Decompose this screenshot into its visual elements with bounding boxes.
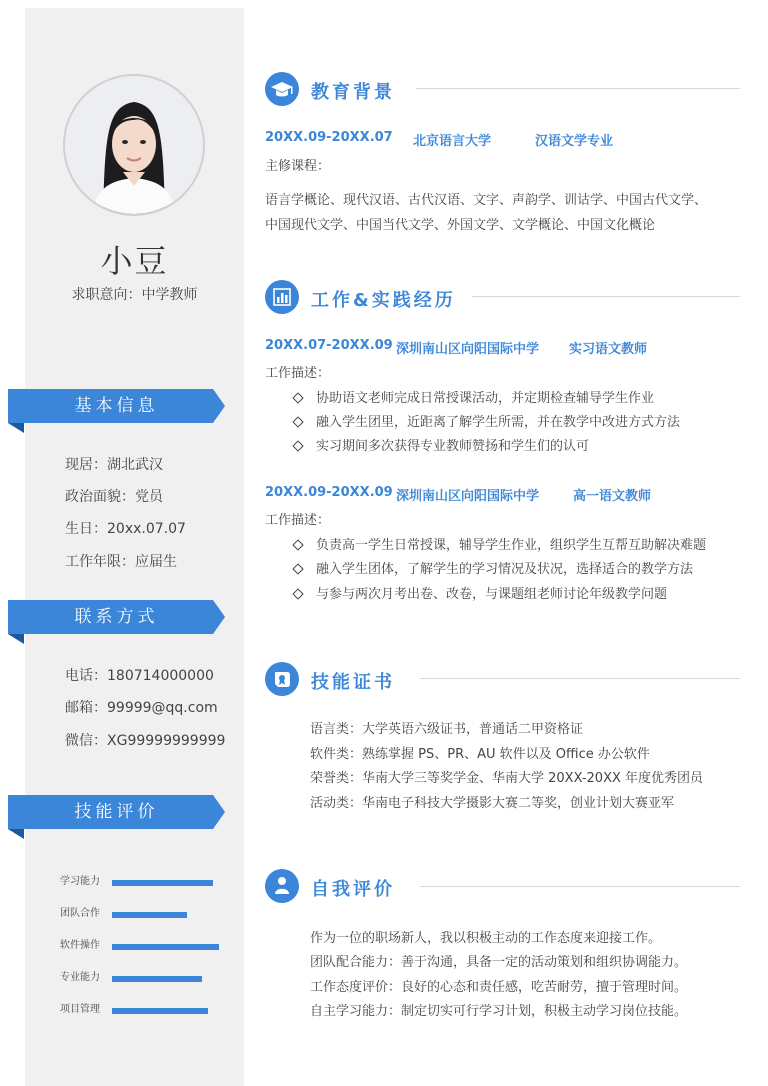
section-divider [416,88,740,89]
self-eval-item: 团队配合能力：善于沟通，具备一定的活动策划和组织协调能力。 [310,955,688,970]
edu-courses-line: 中国现代文学、中国当代文学、外国文学、文学概论、中国文化概论 [265,218,656,233]
edu-date: 20XX.09-20XX.07 [265,130,393,145]
contact-header [8,600,225,634]
work-role: 实习语文教师 [569,342,648,357]
bar-chart-icon [265,280,299,314]
skill-bar [112,912,187,918]
edu-school: 北京语言大学 [413,134,492,149]
basic-info-title: 基本信息 [74,396,159,416]
cert-item: 活动类：华南电子科技大学摄影大赛二等奖，创业计划大赛亚军 [310,796,675,811]
skill-bar [112,944,219,950]
work-bullet: 协助语文老师完成日常授课活动，并定期检查辅导学生作业 [294,387,654,406]
certificate-icon [265,662,299,696]
work-date: 20XX.09-20XX.09 [265,485,393,500]
work-title: 工作&实践经历 [311,290,456,311]
person-icon [265,869,299,903]
info-political: 政治面貌：党员 [65,489,163,505]
skills-header [8,795,225,829]
certs-title: 技能证书 [311,672,395,693]
work-bullet: 与参与两次月考出卷、改卷，与课题组老师讨论年级教学问题 [294,583,667,602]
info-experience: 工作年限：应届生 [65,554,177,570]
section-divider [420,886,740,887]
cert-item: 荣誉类：华南大学三等奖学金、华南大学 20XX-20XX 年度优秀团员 [310,771,704,786]
skill-label: 专业能力 [60,972,100,983]
work-desc-label: 工作描述： [265,366,331,381]
work-date: 20XX.07-20XX.09 [265,338,393,353]
info-birthday: 生日：20xx.07.07 [65,521,186,537]
skill-label: 学习能力 [60,876,100,887]
cert-item: 软件类：熟练掌握 PS、PR、AU 软件以及 Office 办公软件 [310,747,650,762]
cert-item: 语言类：大学英语六级证书，普通话二甲资格证 [310,722,584,737]
work-org: 深圳南山区向阳国际中学 [396,342,540,357]
basic-info-header [8,389,225,423]
skill-label: 软件操作 [60,940,100,951]
section-divider [420,678,740,679]
skills-title: 技能评价 [74,802,159,822]
skill-bar [112,1008,208,1014]
work-bullet: 融入学生团体，了解学生的学习情况及状况，选择适合的教学方法 [294,558,693,577]
candidate-name: 小豆 [100,242,169,280]
self-eval-item: 自主学习能力：制定切实可行学习计划，积极主动学习岗位技能。 [310,1004,688,1019]
edu-major: 汉语文学专业 [535,134,614,149]
contact-title: 联系方式 [74,607,159,627]
self-eval-item: 工作态度评价：良好的心态和责任感，吃苦耐劳，擅于管理时间。 [310,980,688,995]
profile-photo [63,74,205,216]
work-bullet: 负责高一学生日常授课，辅导学生作业，组织学生互帮互助解决难题 [294,534,706,553]
graduation-cap-icon [265,72,299,106]
skill-bar [112,976,202,982]
job-intent: 求职意向：中学教师 [71,287,198,303]
skill-label: 团队合作 [60,908,100,919]
contact-email: 邮箱：99999@qq.com [65,700,218,716]
self-eval-item: 作为一位的职场新人，我以积极主动的工作态度来迎接工作。 [310,931,662,946]
avatar-portrait-icon [65,76,203,214]
skill-label: 项目管理 [60,1004,100,1015]
info-location: 现居：湖北武汉 [65,457,163,473]
self-eval-title: 自我评价 [311,879,395,900]
work-org: 深圳南山区向阳国际中学 [396,489,540,504]
contact-wechat: 微信：XG99999999999 [65,733,226,749]
contact-phone: 电话：180714000000 [65,668,214,684]
work-bullet: 融入学生团里，近距离了解学生所需，并在教学中改进方式方法 [294,411,680,430]
work-bullet: 实习期间多次获得专业教师赞扬和学生们的认可 [294,435,589,454]
section-divider [472,296,740,297]
education-title: 教育背景 [311,82,395,103]
edu-courses-line: 语言学概论、现代汉语、古代汉语、文字、声韵学、训诂学、中国古代文学、 [265,193,708,208]
skill-bar [112,880,213,886]
work-role: 高一语文教师 [573,489,652,504]
edu-courses-label: 主修课程： [265,159,331,174]
work-desc-label: 工作描述： [265,513,331,528]
